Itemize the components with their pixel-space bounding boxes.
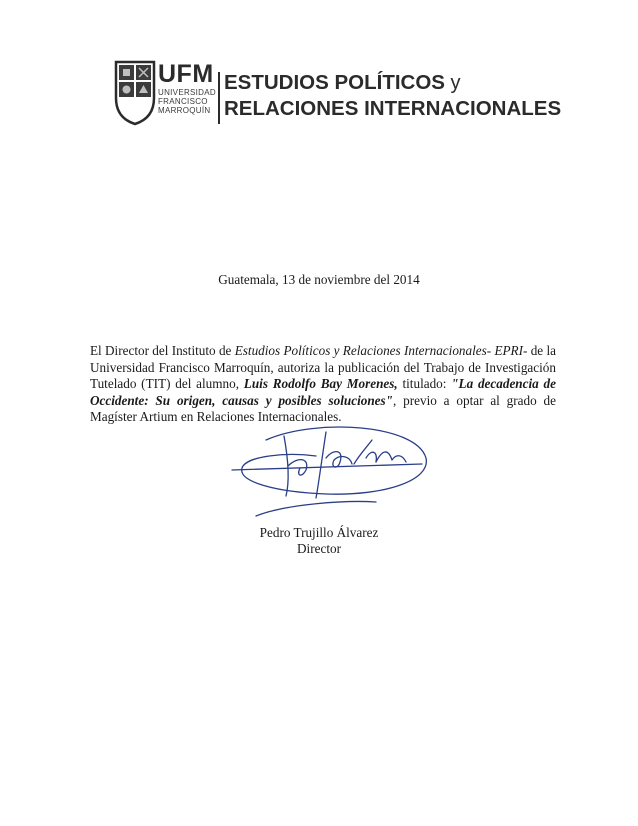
ufm-line-3: MARROQUÍN (158, 106, 211, 115)
letterhead (114, 60, 562, 130)
statement-paragraph (90, 343, 556, 426)
institute-name-italic: Estudios Políticos y Relaciones Internacionales- EPRI- (234, 343, 528, 358)
statement-text-2: de la Universidad Francisco Marroquín, autoriza la publicación del Trabajo de Investigación Tutelado (TIT) del alumno, (90, 343, 556, 392)
statement-text-1: El Director del Instituto de (90, 343, 235, 358)
institute-wordmark (224, 70, 562, 122)
ufm-line-1: UNIVERSIDAD (158, 88, 216, 97)
signer-block (0, 525, 638, 556)
signer-name: Pedro Trujillo Álvarez (259, 525, 379, 540)
institute-line-2: RELACIONES INTERNACIONALES (224, 97, 562, 120)
statement-text-4: , previo a optar al grado de Magíster Artium en Relaciones Internacionales. (90, 392, 556, 425)
logo-divider (218, 72, 220, 124)
institute-line-1-suffix: y (444, 72, 461, 94)
thesis-title: "La decadencia de Occidente: Su origen, causas y posibles soluciones" (90, 376, 556, 408)
ufm-line-2: FRANCISCO (158, 97, 208, 106)
student-name: Luis Rodolfo Bay Morenes, (243, 376, 398, 392)
statement-text-3: titulado: (397, 376, 452, 392)
institute-line-1-main: ESTUDIOS POLÍTICOS (224, 71, 445, 94)
dateline: Guatemala, 13 de noviembre del 2014 (218, 272, 420, 287)
handwritten-signature (226, 418, 432, 518)
signer-title: Director (297, 540, 341, 556)
ufm-crest-icon (114, 60, 156, 126)
institute-line-1 (224, 70, 544, 96)
ufm-acronym: UFM (158, 60, 214, 88)
